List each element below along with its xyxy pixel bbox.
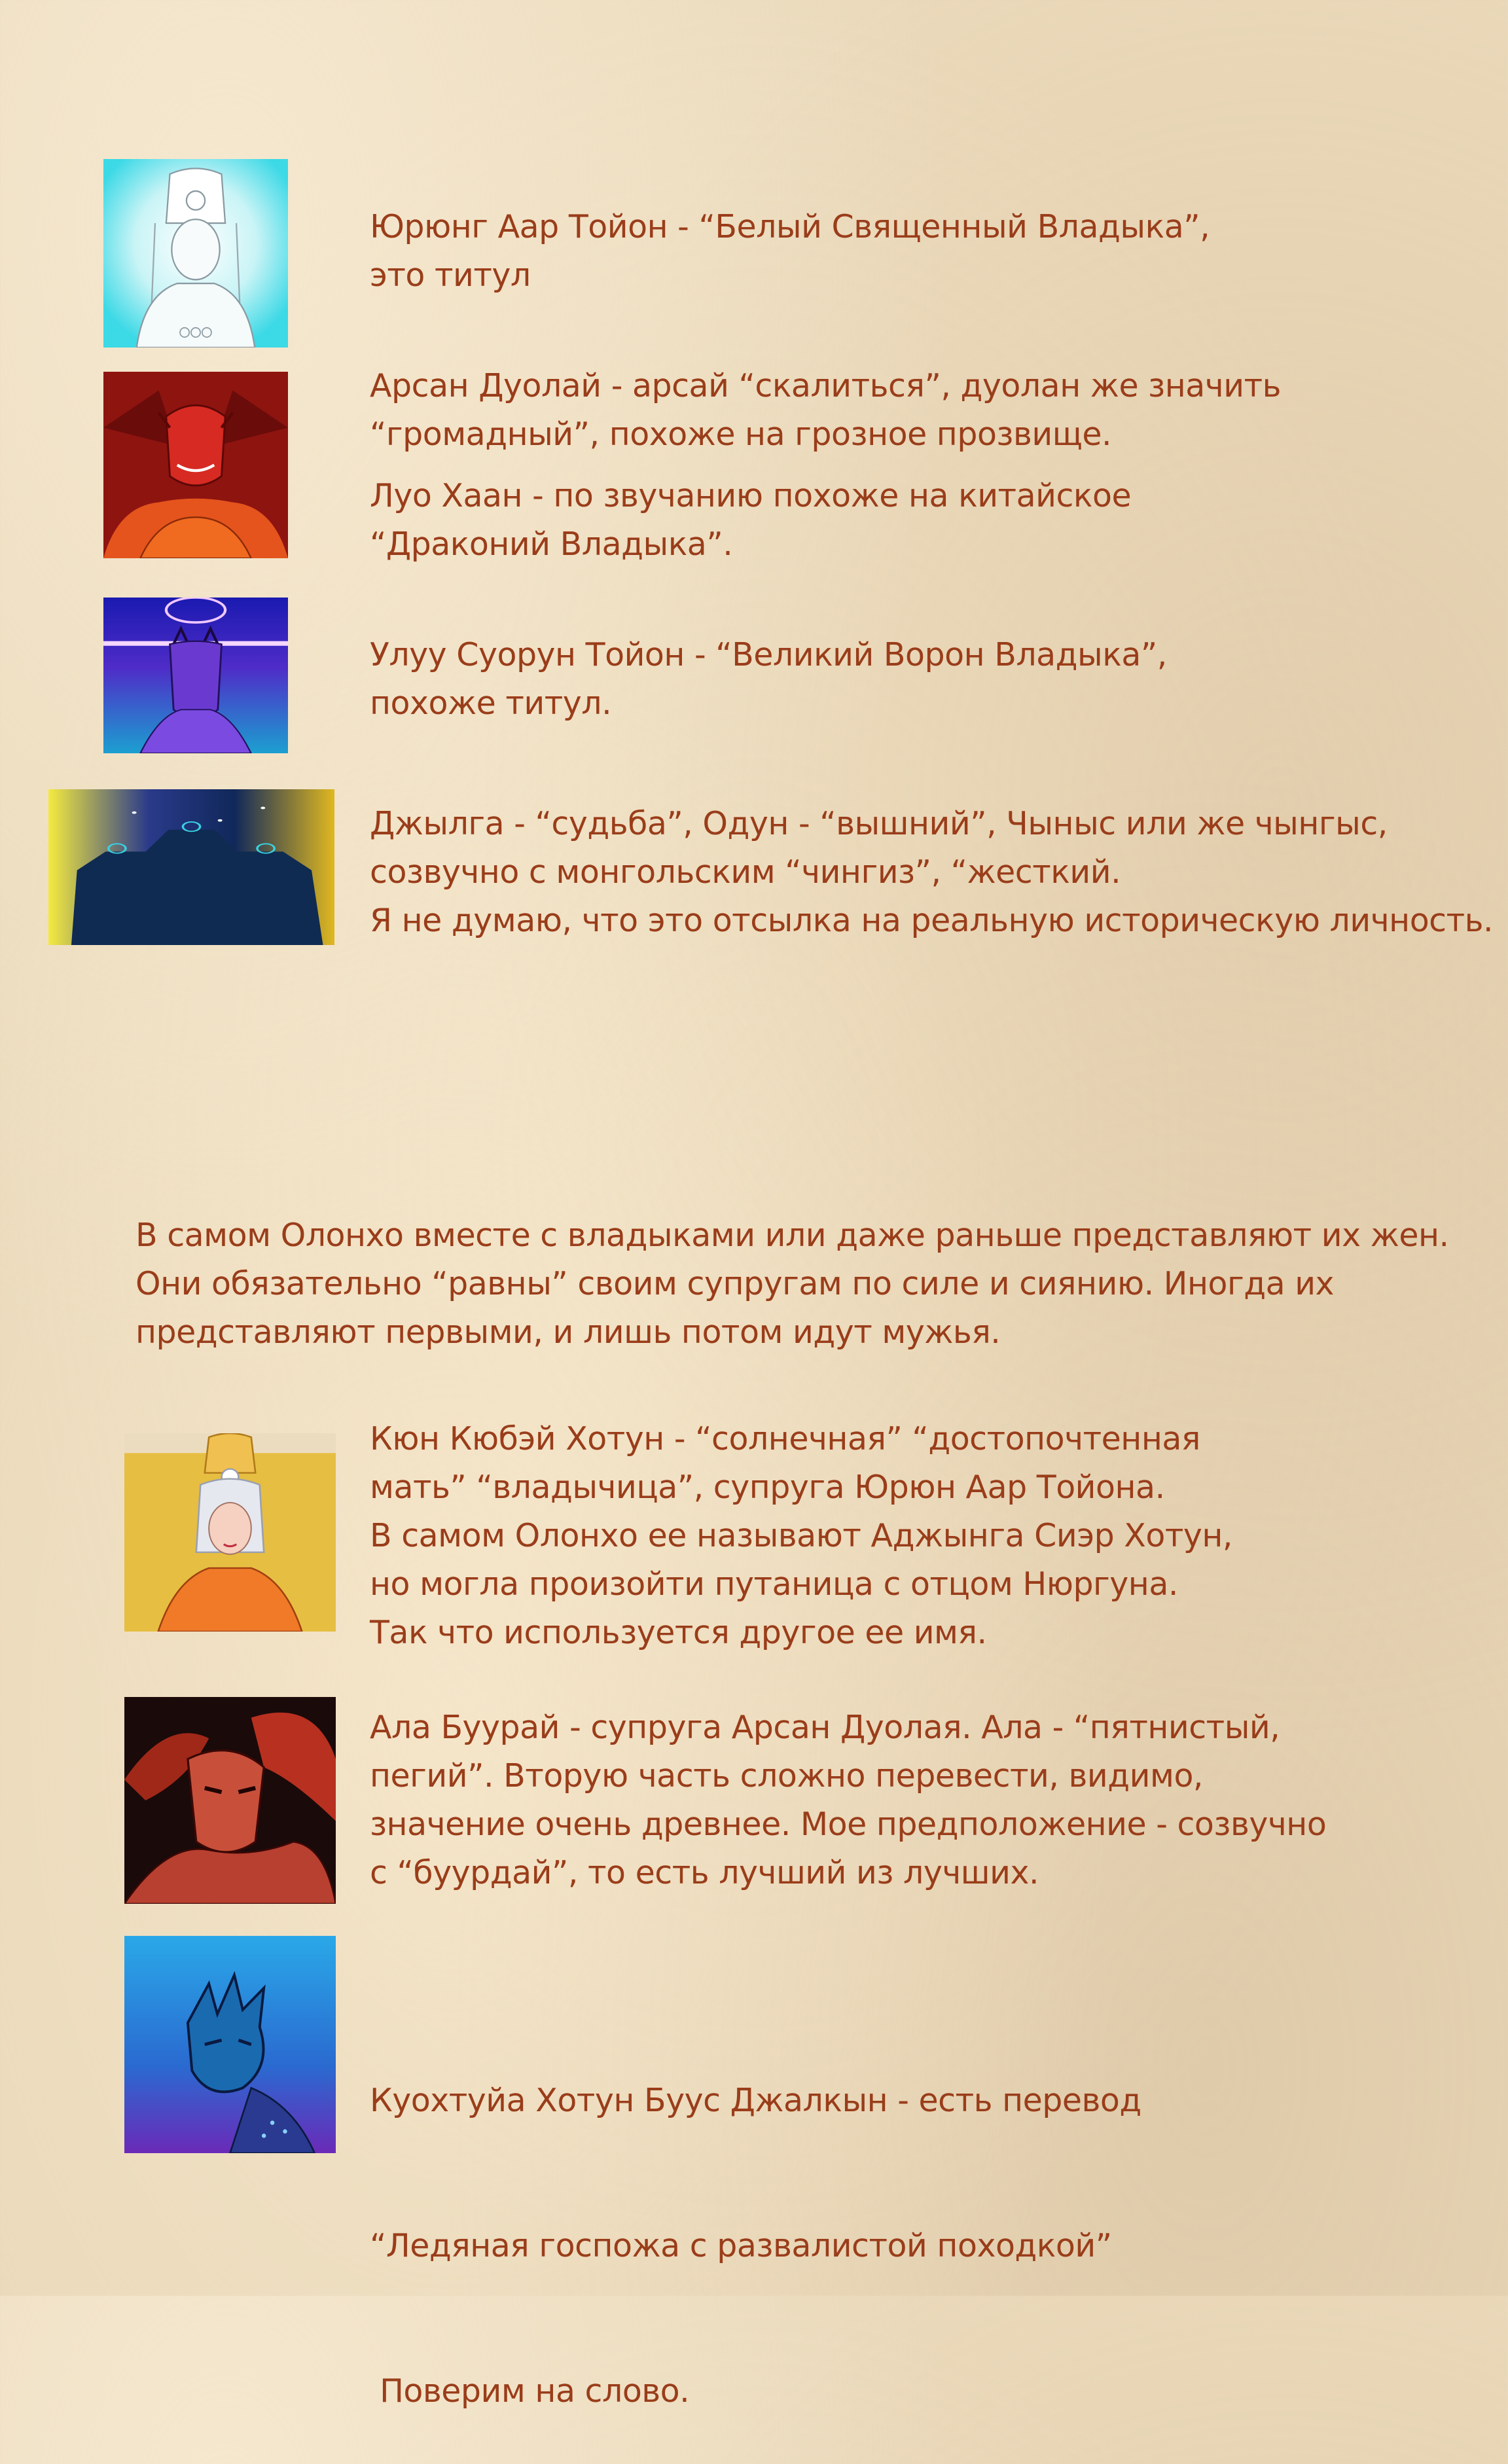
caption-line: с “буурдай”, то есть лучший из лучших. xyxy=(370,1854,1039,1891)
god-caption-yuryung-aar-toyon xyxy=(370,203,1210,300)
portrait-arsan-duolai xyxy=(103,372,288,558)
caption-line: Ала Буурай - супруга Арсан Дуолая. Ала - “пятнистый, xyxy=(370,1709,1280,1746)
caption-line: мать” “владычица”, супруга Юрюн Аар Тойона. xyxy=(370,1469,1165,1506)
intro-line: В самом Олонхо вместе с владыками или даже раньше представляют их жен. xyxy=(135,1217,1449,1254)
caption-line: Я не думаю, что это отсылка на реальную историческую личность. xyxy=(370,902,1494,939)
wives-intro-paragraph xyxy=(135,1211,1449,1357)
caption-line: значение очень древнее. Мое предположение - созвучно xyxy=(370,1806,1327,1843)
caption-line: Так что используется другое ее имя. xyxy=(370,1614,987,1651)
intro-line: представляют первыми, и лишь потом идут мужья. xyxy=(135,1313,1001,1351)
caption-line: созвучно с монгольским “чингиз”, “жесткий. xyxy=(370,853,1121,891)
caption-line: Поверим на слово. xyxy=(370,2372,690,2410)
portrait-kuokhtuia-khotun xyxy=(124,1936,336,2153)
portrait-yuryung-aar-toyon xyxy=(103,159,288,348)
caption-line: Кюн Кюбэй Хотун - “солнечная” “достопочтенная xyxy=(370,1420,1200,1457)
wife-caption-kyun-kyubei-khotun xyxy=(370,1415,1232,1657)
caption-line: Луо Хаан - по звучанию похоже на китайское xyxy=(370,477,1132,514)
wife-caption-kuokhtuia-khotun xyxy=(370,1980,1141,2464)
caption-line: Джылга - “судьба”, Одун - “вышний”, Чыныс или же чынгыс, xyxy=(370,805,1388,842)
god-caption-luo-khaan xyxy=(370,472,1131,569)
caption-line: Улуу Суорун Тойон - “Великий Ворон Владыка”, xyxy=(370,636,1167,673)
caption-line: но могла произойти путаница с отцом Нюргуна. xyxy=(370,1565,1178,1603)
caption-line: В самом Олонхо ее называют Аджынга Сиэр Хотун, xyxy=(370,1517,1232,1554)
portrait-uluu-suorun-toyon xyxy=(103,598,288,753)
god-caption-arsan-duolai xyxy=(370,362,1281,459)
caption-line: Арсан Дуолай - арсай “скалиться”, дуолан же значить xyxy=(370,367,1282,404)
caption-line: похоже титул. xyxy=(370,685,612,722)
intro-line: Они обязательно “равны” своим супругам по силе и сиянию. Иногда их xyxy=(135,1265,1335,1302)
caption-line: “Драконий Владыка”. xyxy=(370,526,733,563)
god-caption-uluu-suorun-toyon xyxy=(370,631,1167,728)
caption-line: пегий”. Вторую часть сложно перевести, видимо, xyxy=(370,1757,1204,1794)
wife-caption-ala-buurai xyxy=(370,1704,1326,1897)
caption-line: это титул xyxy=(370,257,531,294)
portrait-kyun-kyubei-khotun xyxy=(124,1433,336,1632)
caption-line: Юрюнг Аар Тойон - “Белый Священный Владыка”, xyxy=(370,208,1210,245)
caption-line: Куохтуйа Хотун Буус Джалкын - есть перевод xyxy=(370,2082,1141,2119)
caption-line: “Ледяная госпожа с развалистой походкой” xyxy=(370,2227,1112,2264)
portrait-dzhylga xyxy=(48,789,334,945)
caption-line: “громадный”, похоже на грозное прозвище. xyxy=(370,416,1112,453)
portrait-ala-buurai xyxy=(124,1697,336,1904)
god-caption-dzhylga xyxy=(370,800,1493,945)
